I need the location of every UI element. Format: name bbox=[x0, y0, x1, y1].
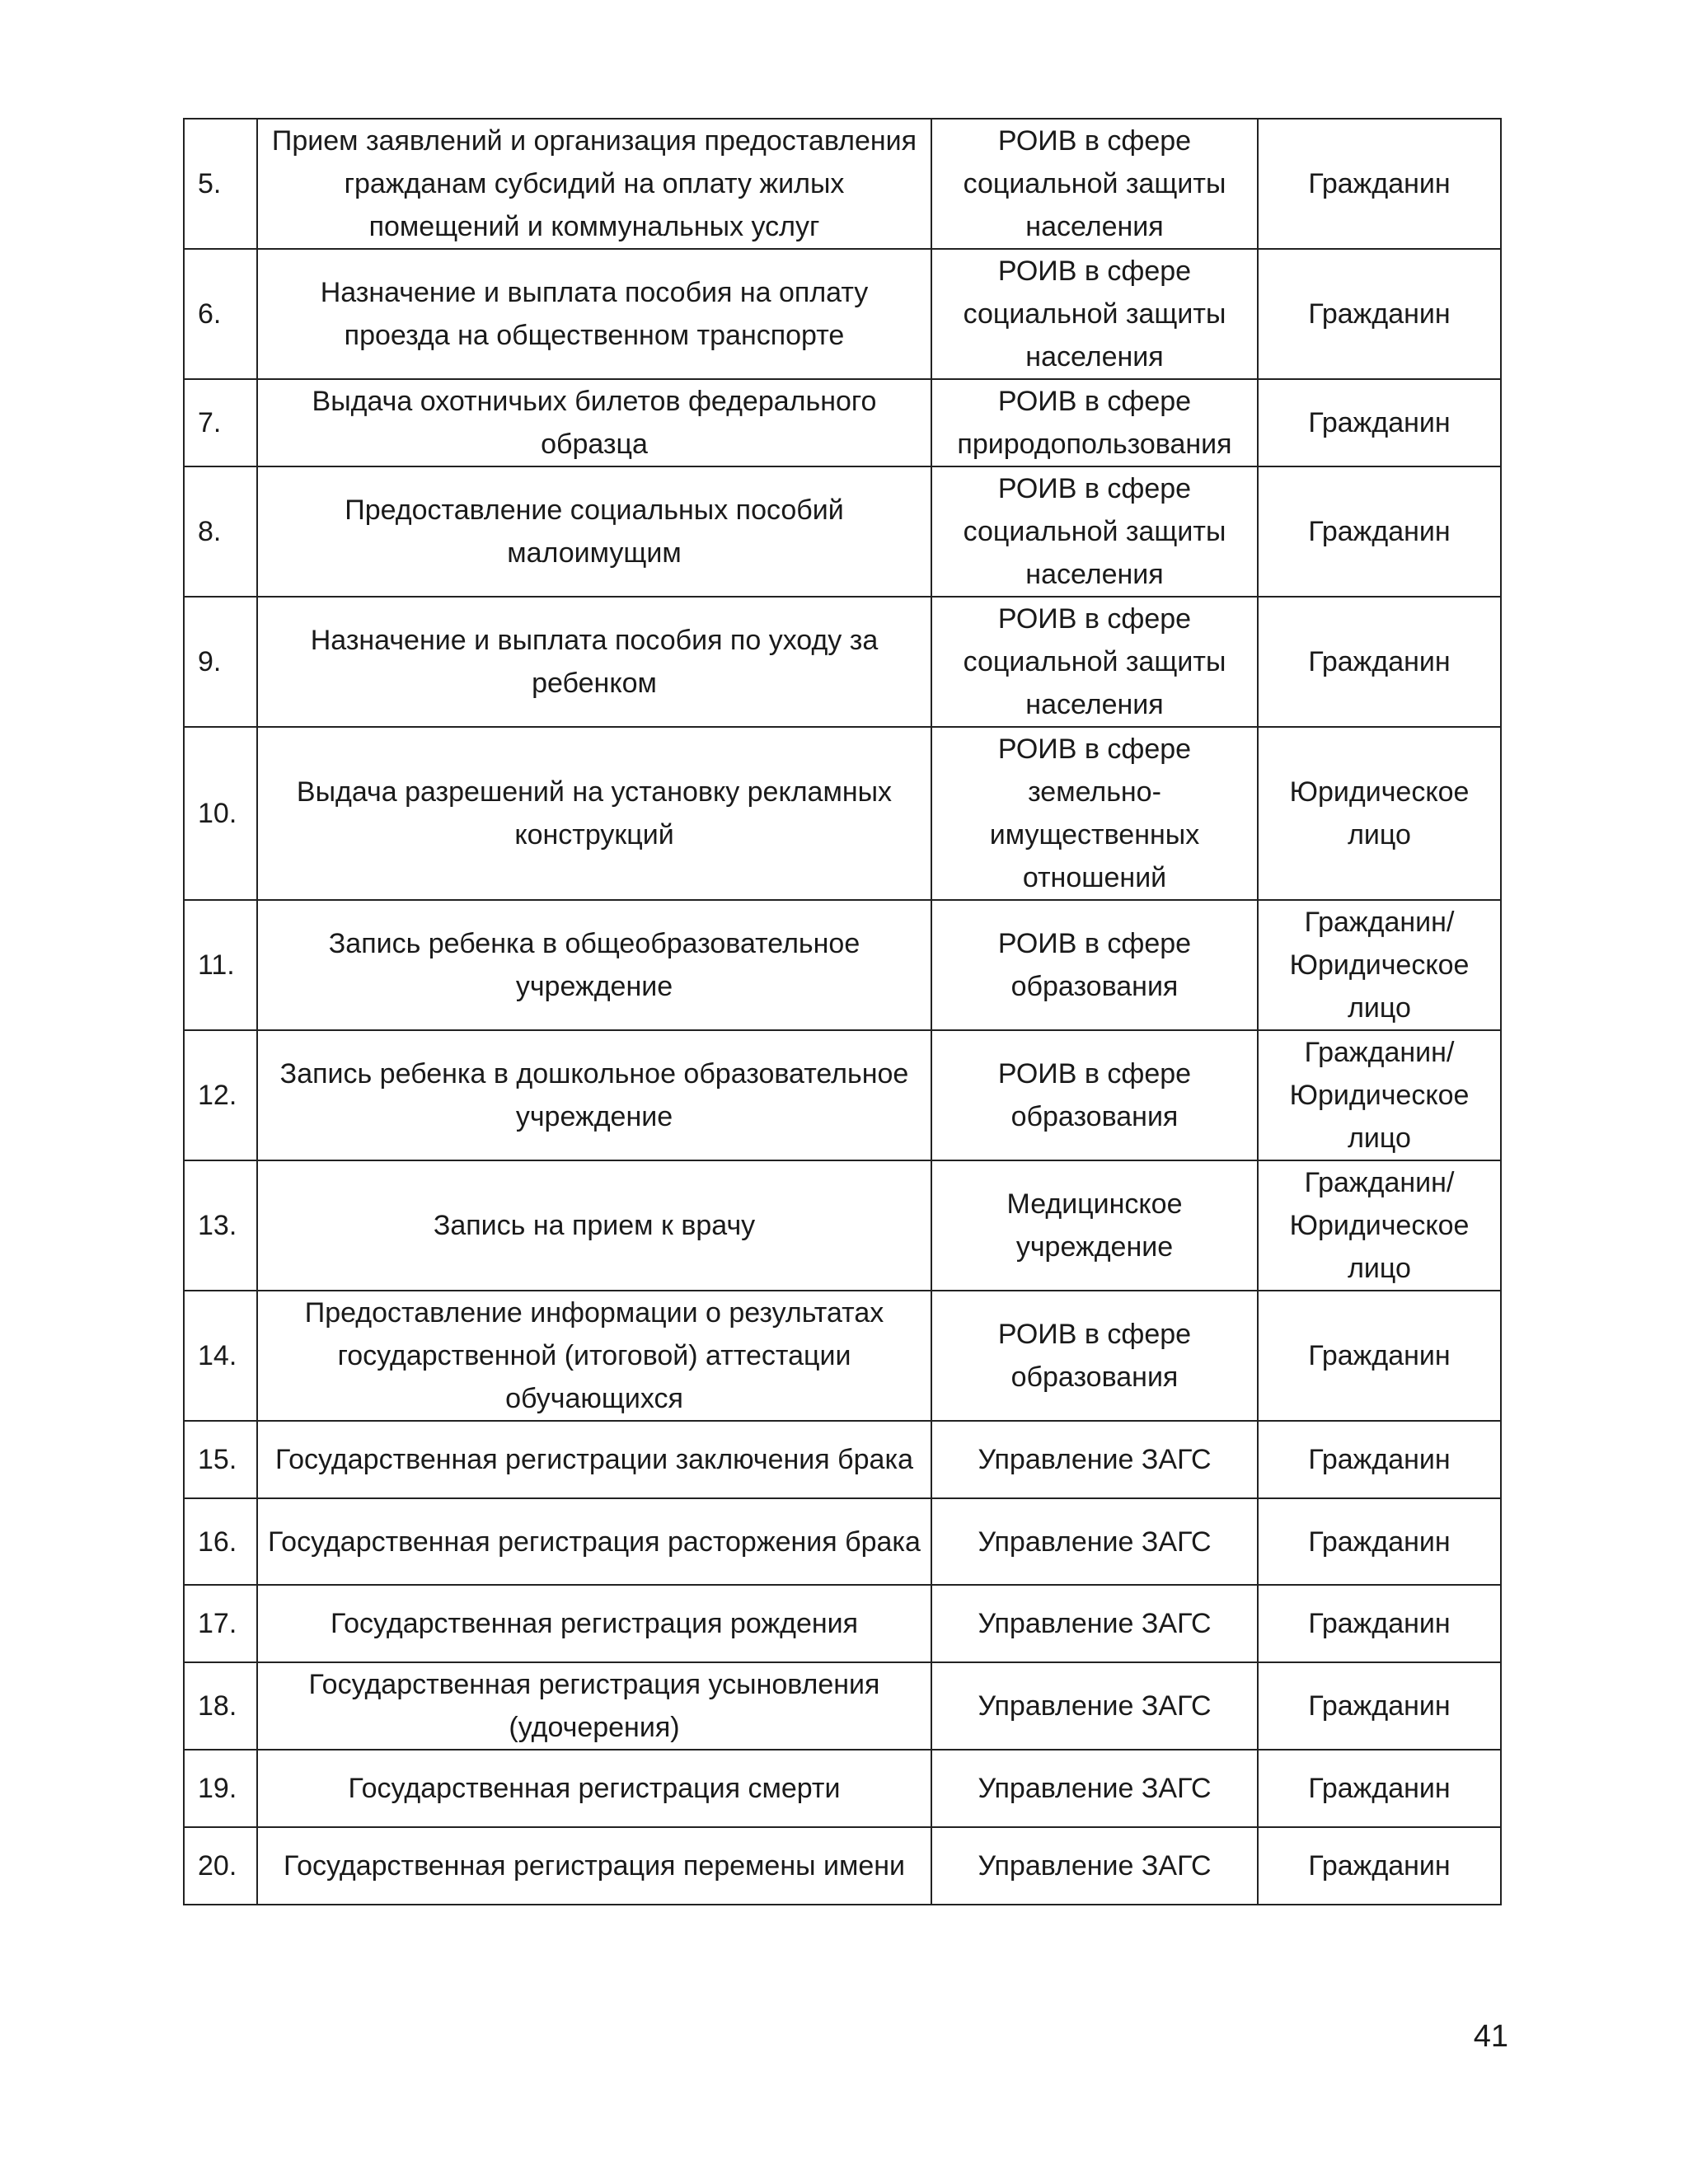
table-row bbox=[184, 1291, 1501, 1421]
service-name: Предоставление информации о результатах государственной (итоговой) аттестации обучающихся bbox=[257, 1291, 931, 1421]
table-row bbox=[184, 1827, 1501, 1905]
service-name: Государственная регистрация рождения bbox=[257, 1585, 931, 1662]
responsible-authority: Управление ЗАГС bbox=[931, 1421, 1258, 1498]
service-name: Прием заявлений и организация предоставления гражданам субсидий на оплату жилых помещений и коммунальных услуг bbox=[257, 119, 931, 249]
table-row bbox=[184, 1662, 1501, 1750]
responsible-authority: Управление ЗАГС bbox=[931, 1750, 1258, 1827]
responsible-authority: РОИВ в сфере социальной защиты населения bbox=[931, 249, 1258, 379]
service-name: Государственная регистрация расторжения брака bbox=[257, 1498, 931, 1585]
row-number: 17. bbox=[184, 1585, 257, 1662]
row-number: 19. bbox=[184, 1750, 257, 1827]
table-row bbox=[184, 249, 1501, 379]
responsible-authority: РОИВ в сфере социальной защиты населения bbox=[931, 597, 1258, 727]
table-row bbox=[184, 727, 1501, 900]
table-row bbox=[184, 1498, 1501, 1585]
row-number: 15. bbox=[184, 1421, 257, 1498]
responsible-authority: РОИВ в сфере образования bbox=[931, 1291, 1258, 1421]
table-row bbox=[184, 1421, 1501, 1498]
recipient-category: Гражданин bbox=[1258, 1291, 1501, 1421]
recipient-category: Гражданин/ Юридическое лицо bbox=[1258, 1160, 1501, 1291]
row-number: 5. bbox=[184, 119, 257, 249]
responsible-authority: Управление ЗАГС bbox=[931, 1662, 1258, 1750]
row-number: 11. bbox=[184, 900, 257, 1030]
table-row bbox=[184, 1030, 1501, 1160]
recipient-category: Гражданин bbox=[1258, 597, 1501, 727]
table-row bbox=[184, 379, 1501, 466]
recipient-category: Гражданин bbox=[1258, 1827, 1501, 1905]
table-row bbox=[184, 119, 1501, 249]
responsible-authority: Медицинское учреждение bbox=[931, 1160, 1258, 1291]
page-number: 41 bbox=[1473, 2019, 1508, 2054]
service-name: Выдача охотничьих билетов федерального образца bbox=[257, 379, 931, 466]
recipient-category: Гражданин bbox=[1258, 249, 1501, 379]
recipient-category: Гражданин bbox=[1258, 119, 1501, 249]
row-number: 12. bbox=[184, 1030, 257, 1160]
recipient-category: Гражданин bbox=[1258, 1750, 1501, 1827]
row-number: 20. bbox=[184, 1827, 257, 1905]
service-name: Запись ребенка в общеобразовательное учреждение bbox=[257, 900, 931, 1030]
table-row bbox=[184, 597, 1501, 727]
row-number: 10. bbox=[184, 727, 257, 900]
responsible-authority: РОИВ в сфере природопользования bbox=[931, 379, 1258, 466]
row-number: 18. bbox=[184, 1662, 257, 1750]
service-name: Назначение и выплата пособия по уходу за ребенком bbox=[257, 597, 931, 727]
service-name: Выдача разрешений на установку рекламных конструкций bbox=[257, 727, 931, 900]
recipient-category: Юридическое лицо bbox=[1258, 727, 1501, 900]
table-row bbox=[184, 1585, 1501, 1662]
row-number: 7. bbox=[184, 379, 257, 466]
responsible-authority: Управление ЗАГС bbox=[931, 1827, 1258, 1905]
service-name: Государственная регистрация перемены имени bbox=[257, 1827, 931, 1905]
responsible-authority: Управление ЗАГС bbox=[931, 1585, 1258, 1662]
service-name: Государственная регистрация смерти bbox=[257, 1750, 931, 1827]
recipient-category: Гражданин bbox=[1258, 1421, 1501, 1498]
responsible-authority: РОИВ в сфере социальной защиты населения bbox=[931, 466, 1258, 597]
responsible-authority: РОИВ в сфере образования bbox=[931, 900, 1258, 1030]
services-table bbox=[183, 118, 1502, 1905]
recipient-category: Гражданин bbox=[1258, 1498, 1501, 1585]
responsible-authority: Управление ЗАГС bbox=[931, 1498, 1258, 1585]
recipient-category: Гражданин bbox=[1258, 379, 1501, 466]
recipient-category: Гражданин/ Юридическое лицо bbox=[1258, 900, 1501, 1030]
service-name: Государственная регистрация усыновления (удочерения) bbox=[257, 1662, 931, 1750]
service-name: Запись ребенка в дошкольное образовательное учреждение bbox=[257, 1030, 931, 1160]
table-row bbox=[184, 1160, 1501, 1291]
responsible-authority: РОИВ в сфере образования bbox=[931, 1030, 1258, 1160]
service-name: Назначение и выплата пособия на оплату проезда на общественном транспорте bbox=[257, 249, 931, 379]
row-number: 8. bbox=[184, 466, 257, 597]
service-name: Государственная регистрации заключения брака bbox=[257, 1421, 931, 1498]
responsible-authority: РОИВ в сфере социальной защиты населения bbox=[931, 119, 1258, 249]
recipient-category: Гражданин bbox=[1258, 1662, 1501, 1750]
table-row bbox=[184, 466, 1501, 597]
recipient-category: Гражданин bbox=[1258, 466, 1501, 597]
row-number: 9. bbox=[184, 597, 257, 727]
row-number: 14. bbox=[184, 1291, 257, 1421]
row-number: 16. bbox=[184, 1498, 257, 1585]
row-number: 13. bbox=[184, 1160, 257, 1291]
responsible-authority: РОИВ в сфере земельно-имущественных отношений bbox=[931, 727, 1258, 900]
table-row bbox=[184, 1750, 1501, 1827]
service-name: Запись на прием к врачу bbox=[257, 1160, 931, 1291]
recipient-category: Гражданин/ Юридическое лицо bbox=[1258, 1030, 1501, 1160]
row-number: 6. bbox=[184, 249, 257, 379]
table-row bbox=[184, 900, 1501, 1030]
service-name: Предоставление социальных пособий малоимущим bbox=[257, 466, 931, 597]
recipient-category: Гражданин bbox=[1258, 1585, 1501, 1662]
